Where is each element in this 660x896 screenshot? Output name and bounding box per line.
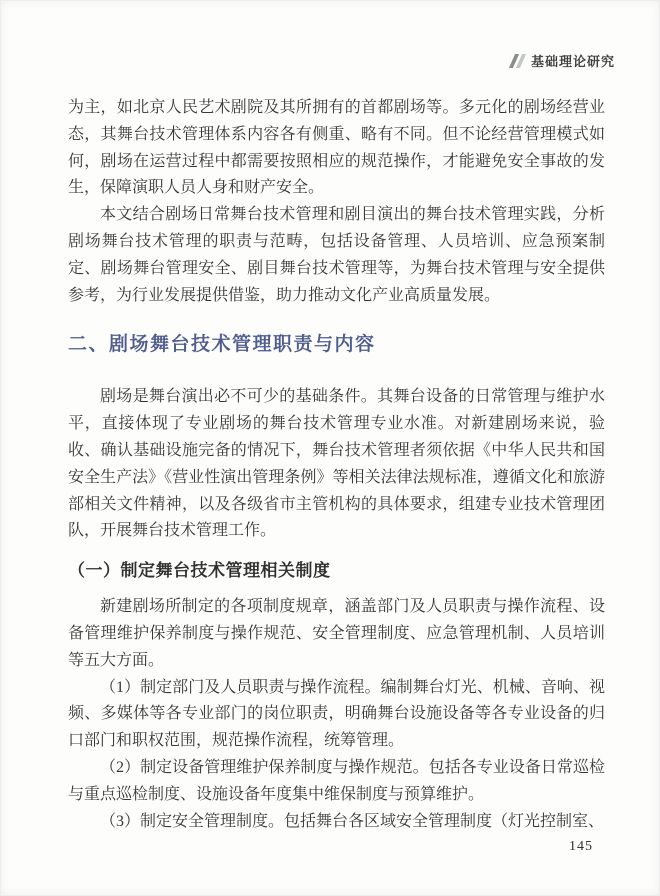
- double-slash-icon: [512, 54, 523, 68]
- page-footer: [569, 837, 593, 855]
- header-section-label: 基础理论研究: [530, 54, 615, 69]
- paragraph: 剧场是舞台演出必不可少的基础条件。其舞台设备的日常管理与维护水平，直接体现了专业剧场的舞台技术管理专业水准。对新建剧场来说，验收、确认基础设施完备的情况下，舞台技术管理者须依据《中华人民共和国安全生产法》《营业性演出管理条例》等相关法律法规标准，遵循文化和旅游部相关文件精神，以及各级省市主管机构的具体要求，组建专业技术管理团队，开展舞台技术管理工作。: [68, 388, 605, 540]
- subsection-heading: （一）制定舞台技术管理相关制度: [68, 561, 331, 581]
- paragraph: 新建剧场所制定的各项制度规章，涵盖部门及人员职责与操作流程、设备管理维护保养制度与操作规范、安全管理制度、应急管理机制、人员培训等五大方面。: [68, 598, 605, 669]
- paragraph-continuation: 为主，如北京人民艺术剧院及其所拥有的首都剧场等。多元化的剧场经营业态，其舞台技术管理体系内容各有侧重、略有不同。但不论经营管理模式如何，剧场在运营过程中都需要按照相应的规范操作，才能避免安全事故的发生，保障演职人员人身和财产安全。: [68, 99, 605, 197]
- page-number: 145: [569, 839, 593, 854]
- paragraph: 本文结合剧场日常舞台技术管理和剧目演出的舞台技术管理实践，分析剧场舞台技术管理的职责与范畴，包括设备管理、人员培训、应急预案制定、剧场舞台管理安全、剧目舞台技术管理等，为舞台技术管理与安全提供参考，为行业发展提供借鉴，助力推动文化产业高质量发展。: [68, 206, 605, 304]
- paragraph: （1）制定部门及人员职责与操作流程。编制舞台灯光、机械、音响、视频、多媒体等各专业部门的岗位职责，明确舞台设施设备等各专业设备的归口部门和职权范围，规范操作流程，统筹管理。: [68, 678, 605, 750]
- section-heading: 二、剧场舞台技术管理职责与内容: [68, 334, 376, 356]
- paragraph: （3）制定安全管理制度。包括舞台各区域安全管理制度（灯光控制室、: [100, 812, 605, 830]
- document-body: [68, 95, 605, 835]
- running-header: [512, 51, 615, 70]
- paragraph: （2）制定设备管理维护保养制度与操作规范。包括各专业设备日常巡检与重点巡检制度、设施设备年度集中维保制度与预算维护。: [68, 758, 605, 803]
